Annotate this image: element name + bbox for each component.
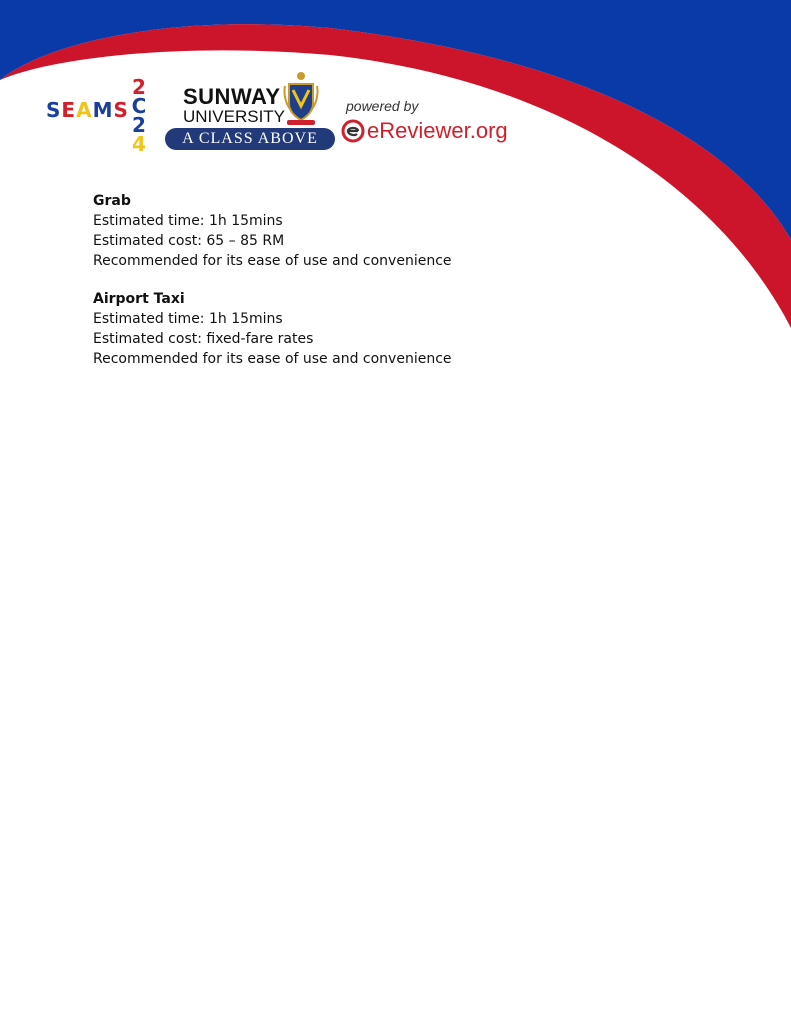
university-crest-icon [283,70,319,126]
option-grab [93,191,693,271]
estimated-cost: Estimated cost: fixed-fare rates [93,331,314,347]
transport-options [93,191,693,387]
option-title: Grab [93,193,131,209]
recommendation: Recommended for its ease of use and convenience [93,253,452,269]
estimated-time: Estimated time: 1h 15mins [93,311,283,327]
ereviewer-logo [341,117,541,145]
sunway-tagline: A CLASS ABOVE [165,128,335,150]
option-airport-taxi [93,289,693,369]
seams-digit: 4 [132,132,146,156]
sunway-subtitle: UNIVERSITY [183,107,286,126]
seams-wordmark [46,98,129,122]
seams-letter: M [92,98,114,122]
estimated-time: Estimated time: 1h 15mins [93,213,283,229]
ereviewer-wordmark: eReviewer.org [367,118,508,143]
estimated-cost: Estimated cost: 65 – 85 RM [93,233,285,249]
sunway-university-logo [165,70,337,152]
seams-digit: C [131,94,147,118]
seams-letter: A [76,98,93,122]
seams-letter: E [61,98,77,122]
recommendation: Recommended for its ease of use and convenience [93,351,452,367]
seams-letter: S [113,98,129,122]
sunway-name: SUNWAY [183,84,281,109]
seams-2024-logo [46,75,156,160]
seams-digit: 2 [132,75,146,99]
powered-by-label: powered by [346,98,419,114]
seams-digit: 2 [132,113,146,137]
option-title: Airport Taxi [93,291,185,307]
seams-letter: S [46,98,62,122]
seams-year-digits [130,75,148,156]
ereviewer-e-icon [341,119,365,143]
